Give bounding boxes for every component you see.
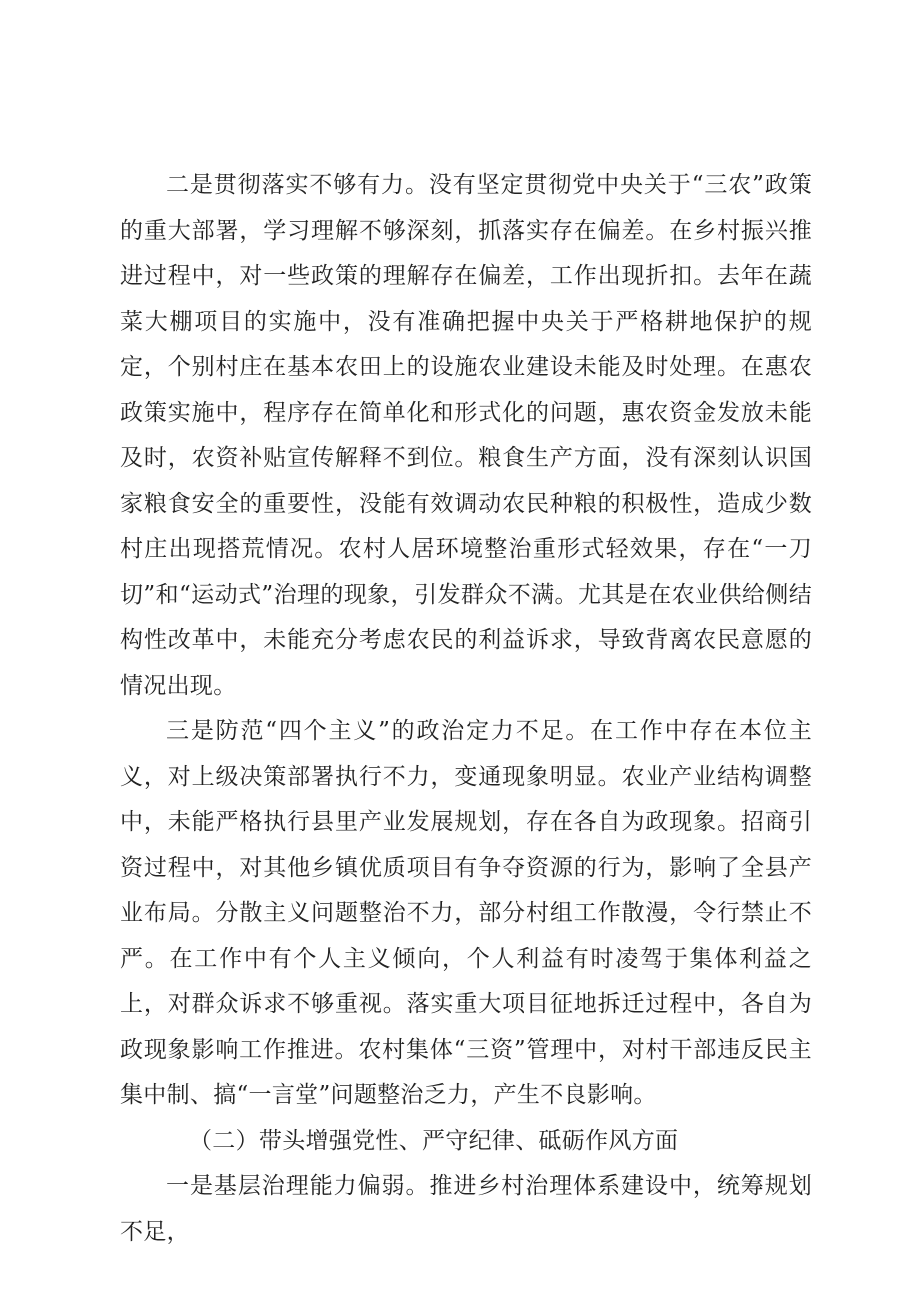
paragraph-2-implementation: 二是贯彻落实不够有力。没有坚定贯彻党中央关于“三农”政策的重大部署，学习理解不够深刻，抓落实存在偏差。在乡村振兴推进过程中，对一些政策的理解存在偏差，工作出现折扣。去年在蔬菜大棚项目的实施中，没有准确把握中央关于严格耕地保护的规定，个别村庄在基本农田上的设施农业建设未能及时处理。在惠农政策实施中，程序存在简单化和形式化的问题，惠农资金发放未能及时，农资补贴宣传解释不到位。粮食生产方面，没有深刻认识国家粮食安全的重要性，没能有效调动农民种粮的积极性，造成少数村庄出现搭荒情况。农村人居环境整治重形式轻效果，存在“一刀切”和“运动式”治理的现象，引发群众不满。尤其是在农业供给侧结构性改革中，未能充分考虑农民的利益诉求，导致背离农民意愿的情况出现。 [120,172,812,699]
document-body [120,163,812,1255]
paragraph-3-four-isms: 三是防范“四个主义”的政治定力不足。在工作中存在本位主义，对上级决策部署执行不力，变通现象明显。农业产业结构调整中，未能严格执行县里产业发展规划，存在各自为政现象。招商引资过程中，对其他乡镇优质项目有争夺资源的行为，影响了全县产业布局。分散主义问题整治不力，部分村组工作散漫，令行禁止不严。在工作中有个人主义倾向，个人利益有时凌驾于集体利益之上，对群众诉求不够重视。落实重大项目征地拆迁过程中，各自为政现象影响工作推进。农村集体“三资”管理中，对村干部违反民主集中制、搞“一言堂”问题整治乏力，产生不良影响。 [120,718,812,1108]
paragraph-1-governance: 一是基层治理能力偏弱。推进乡村治理体系建设中，统筹规划不足， [120,1173,812,1245]
section-heading: （二）带头增强党性、严守纪律、砥砺作风方面 [189,1127,679,1154]
